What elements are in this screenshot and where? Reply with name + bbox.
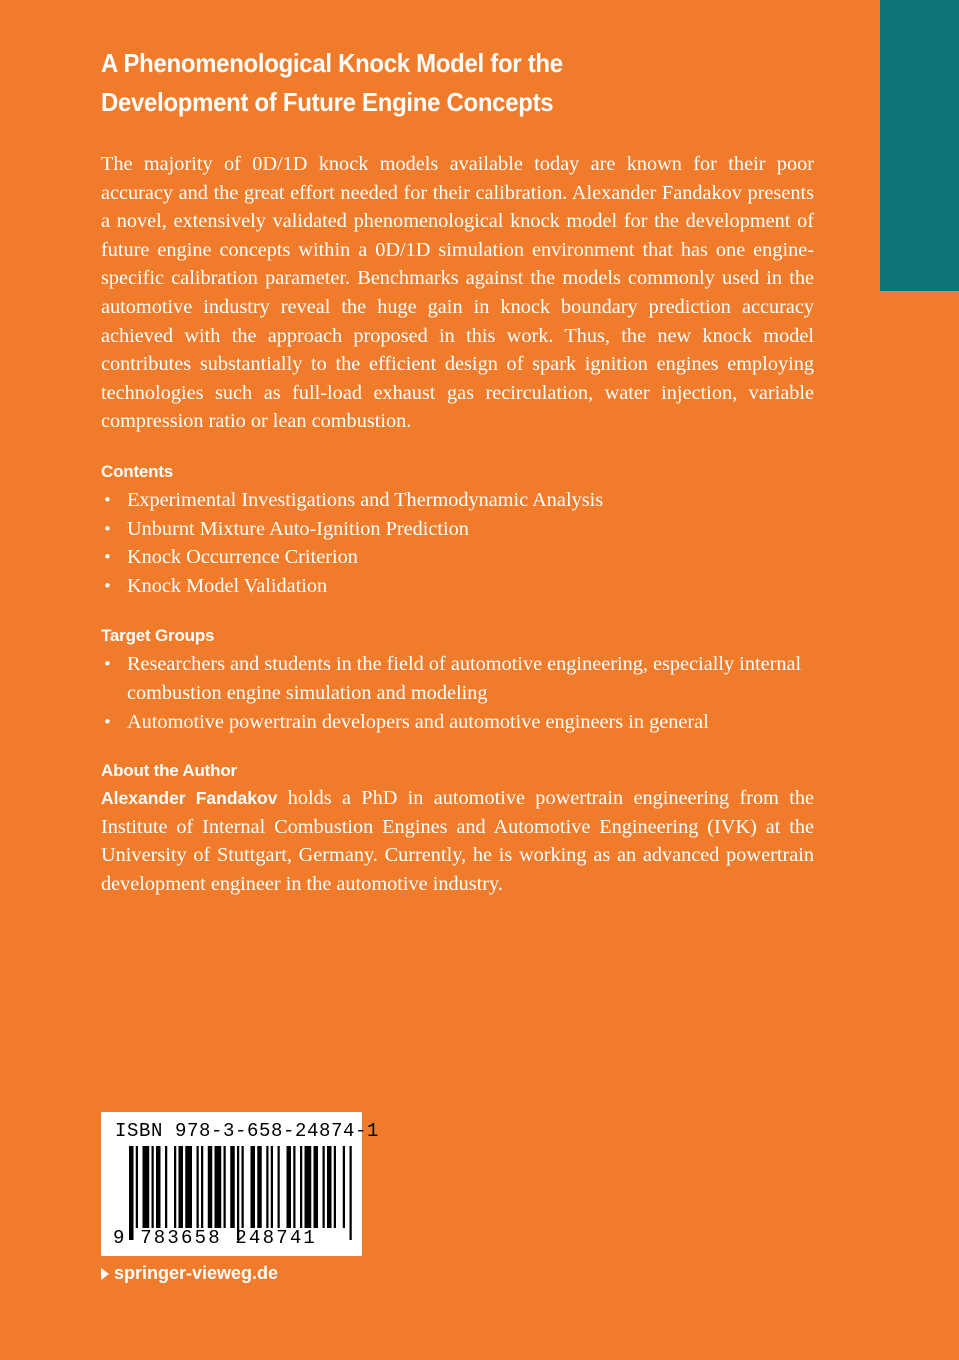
- barcode-bar: [174, 1146, 176, 1228]
- barcode-bar: [266, 1146, 268, 1228]
- bullet-icon: •: [103, 490, 112, 509]
- publisher-imprint[interactable]: [101, 1263, 278, 1284]
- barcode-bar: [271, 1146, 273, 1228]
- barcode-bar: [237, 1146, 239, 1240]
- barcode-bar: [293, 1146, 295, 1228]
- isbn-label: ISBN 978-3-658-24874-1: [115, 1120, 380, 1142]
- bullet-icon: •: [103, 655, 112, 674]
- author-bio-text: holds a PhD in automotive powertrain engineering from the Institute of Internal Combustion Engines and Automotive Engineering (IVK) at the University of Stuttgart, Germany. Currently, he is working as an advanced powertrain development engineer in the automotive industry.: [101, 787, 814, 895]
- book-summary: The majority of 0D/1D knock models available today are known for their poor accuracy and the great effort needed for their calibration. Alexander Fandakov presents a novel, extensively validated phenomenological knock model for the development of future engine concepts within a 0D/1D simulation environment that has one engine-specific calibration parameter. Benchmarks against the models commonly used in the automotive industry reveal the huge gain in knock boundary prediction accuracy achieved with the approach proposed in this work. Thus, the new knock model contributes substantially to the efficient design of spark ignition engines employing technologies such as full-load exhaust gas recirculation, water injection, variable compression ratio or lean combustion.: [101, 153, 814, 433]
- barcode-bar: [327, 1146, 332, 1228]
- barcode-bar: [179, 1146, 184, 1228]
- contents-list: [101, 486, 814, 600]
- barcode-bar: [242, 1146, 244, 1228]
- barcode-bar: [156, 1146, 161, 1228]
- barcode-bar: [129, 1146, 134, 1240]
- about-author-section: [101, 760, 814, 898]
- list-item: • Knock Model Validation: [101, 572, 814, 601]
- author-bio: [101, 784, 814, 898]
- back-cover-content: [101, 44, 814, 898]
- barcode-bar: [305, 1146, 312, 1228]
- barcode-bar: [197, 1146, 199, 1228]
- book-title-line-1: A Phenomenological Knock Model for the: [101, 48, 563, 78]
- bullet-icon: •: [103, 548, 112, 567]
- bullet-icon: •: [103, 712, 112, 731]
- imprint-link[interactable]: springer-vieweg.de: [114, 1263, 279, 1283]
- barcode-bar: [230, 1146, 235, 1228]
- barcode-bar: [323, 1146, 325, 1228]
- author-name: Alexander Fandakov: [101, 788, 278, 809]
- target-groups-section: [101, 625, 814, 736]
- list-item: • Automotive powertrain developers and automotive engineers in general: [101, 708, 814, 737]
- barcode-bar: [208, 1146, 213, 1228]
- barcode-bar: [343, 1146, 345, 1228]
- barcode-bar: [224, 1146, 226, 1228]
- barcode-bar: [185, 1146, 192, 1228]
- book-title-line-2: Development of Future Engine Concepts: [101, 87, 554, 117]
- barcode-bar: [257, 1146, 262, 1228]
- barcode-bar: [201, 1146, 203, 1228]
- bullet-icon: •: [103, 576, 112, 595]
- bullet-icon: •: [103, 519, 112, 538]
- color-tab: [880, 0, 959, 291]
- contents-section: [101, 461, 814, 600]
- arrow-right-icon: [101, 1268, 109, 1280]
- barcode-bar: [334, 1146, 336, 1228]
- barcode-bar: [287, 1146, 292, 1228]
- list-item: • Experimental Investigations and Thermodynamic Analysis: [101, 486, 814, 515]
- list-item: • Researchers and students in the field of automotive engineering, especially internal combustion engine simulation and modeling: [101, 650, 814, 707]
- book-title: [101, 44, 616, 122]
- isbn-barcode: [101, 1112, 380, 1256]
- barcode-bar: [143, 1146, 150, 1228]
- list-item: • Knock Occurrence Criterion: [101, 543, 814, 572]
- barcode-bar: [278, 1146, 280, 1228]
- barcode-bar: [215, 1146, 222, 1228]
- barcode-bar: [136, 1146, 138, 1228]
- target-groups-heading: Target Groups: [101, 626, 215, 646]
- barcode-bar: [152, 1146, 154, 1228]
- list-item: • Unburnt Mixture Auto-Ignition Prediction: [101, 515, 814, 544]
- about-author-heading: About the Author: [101, 761, 237, 781]
- target-groups-list: [101, 650, 814, 736]
- barcode-bar: [300, 1146, 302, 1228]
- ean-digits: 9 783658 248741: [113, 1227, 318, 1249]
- barcode-bar: [314, 1146, 319, 1228]
- barcode-bar: [251, 1146, 256, 1228]
- barcode-bar: [350, 1146, 352, 1240]
- barcode-bar: [165, 1146, 167, 1228]
- contents-heading: Contents: [101, 461, 174, 481]
